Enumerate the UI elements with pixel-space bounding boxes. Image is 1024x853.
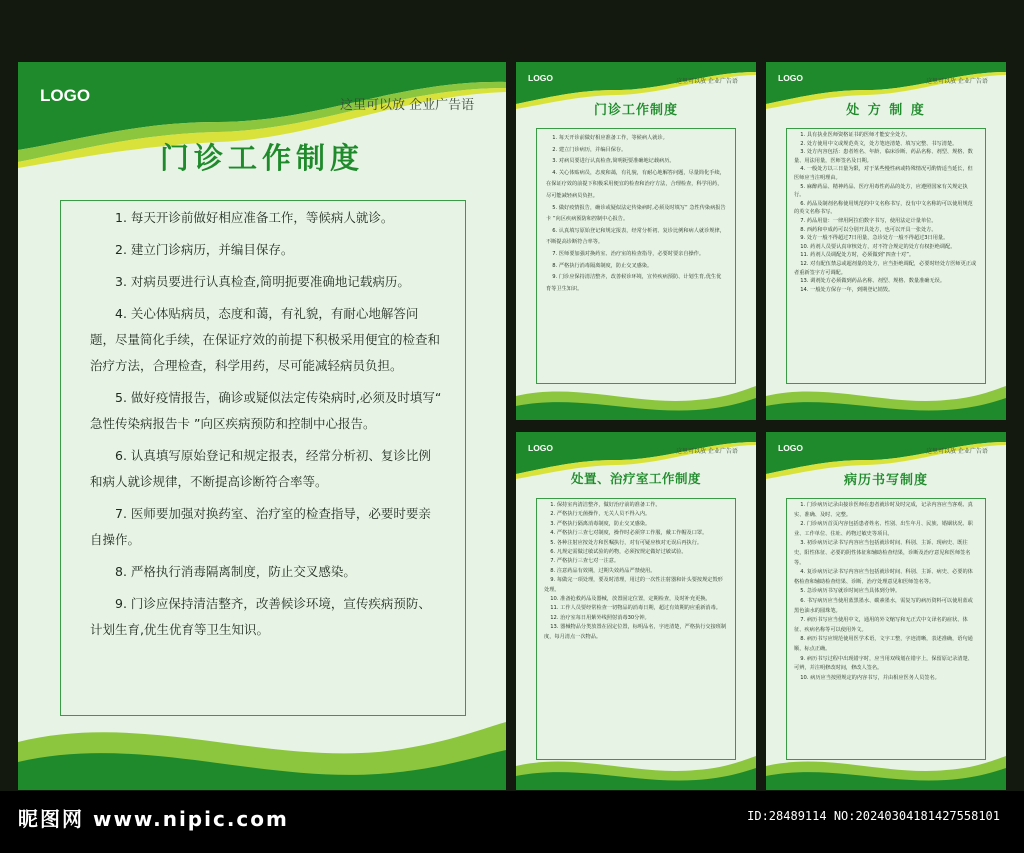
rule-item: 7. 严格执行三查七对一注意。 [550, 558, 620, 565]
rule-item: 10. 准备抢救药品及器械，放置固定位置，定期检查，及时补充更换。 [550, 596, 711, 603]
rule-item: 2. 严格执行无菌操作，无关人员不得入内。 [550, 511, 651, 518]
rule-item: 3. 对病员要进行认真检查,简明扼要准确地记载病历。 [552, 158, 675, 165]
rule-item: 6. 书写病历应当使用蓝黑墨水、碳素墨水，需复写的病历资料可以使用蓝或黑色油水的圆珠笔。 [794, 597, 973, 614]
logo: LOGO [40, 86, 91, 105]
rule-item: 9. 处方一般不得超过7日用量，急诊处方一般不得超过3日用量。 [800, 235, 949, 242]
rule-item: 11. 工作人员要经常检查一切物品的消毒日期，超过有效期的应重新消毒。 [550, 605, 721, 612]
rule-item: 6. 药品及制剂名称使用规范的中文名称书写，没有中文名称的可以使用规范的英文名称书写。 [794, 200, 973, 216]
rule-item: 12. 对有配伍禁忌或超剂量的处方，应当拒绝调配，必要时经处方医师更正或者重新签字方可调配。 [794, 260, 977, 276]
rule-item: 2. 处方使用中文或规范英文，处方笔迹清楚、填写完整、书写清楚。 [800, 140, 958, 147]
rule-item: 1. 每天开诊前做好相应准备工作，等候病人就诊。 [115, 210, 394, 225]
poster-clinic [516, 62, 756, 420]
rule-item: 12. 治疗室每日用紫外线照射消毒30分钟。 [550, 614, 650, 621]
rule-item: 1. 具有执业医师资格证书的医师才能安全处方。 [800, 132, 911, 138]
rule-item: 6. 凡规定需做过敏试验的药物，必须按规定做好过敏试验。 [550, 549, 687, 556]
rule-item: 5. 做好疫情报告，确诊或疑似法定传染病时,必须及时填写“ 急性传染病报告卡 ”向区疾病预防和控制中心报告。 [90, 390, 442, 431]
slogan: 这里可以放 企业广告语 [676, 448, 738, 455]
rules-list [546, 133, 726, 295]
rule-item: 5. 急诊病历书写就诊时间应当具体到分钟。 [800, 588, 901, 595]
poster-title: 处 方 制 度 [846, 103, 926, 118]
logo: LOGO [528, 443, 554, 453]
rule-item: 1. 保持室内清洁整齐，做好治疗前的准备工作。 [550, 502, 661, 508]
rule-item: 7. 医师要加强对换药室、治疗室的检查指导，必要时要亲自操作。 [552, 250, 705, 257]
site-watermark: 昵图网 www.nipic.com [18, 807, 289, 831]
rule-item: 8. 注意药品有效期，过期失效药品严禁使用。 [550, 567, 656, 574]
poster-treatment-room [516, 432, 756, 790]
rule-item: 11. 药剂人员调配处方时，必须做到“四查十对”。 [800, 252, 915, 259]
rule-item: 4. 复诊病历记录书写内容应当包括就诊时间、科别、主诉、病史、必要的体格检查和辅助检查结果、诊断、治疗处理意见和医师签名等。 [794, 569, 973, 585]
rule-item: 1. 每天开诊前做好相应准备工作，等候病人就诊。 [552, 135, 668, 141]
image-id-text: ID:28489114 NO:20240304181427558101 [747, 809, 1000, 823]
rule-item: 4. 一般处方以三日量为限，对于某些慢性病或特殊情况可酌情适当延长，但医师应当注明理由。 [794, 166, 973, 181]
rules-list [794, 501, 978, 683]
rule-item: 9. 门诊应保持清洁整齐，改善候诊环境，宣传疾病预防、计划生育,优生优育等卫生知识。 [546, 274, 722, 292]
rule-item: 9. 每做完一项处理，要及时清理，用过的一次性注射器和针头要按规定毁形处理。 [544, 577, 723, 593]
logo: LOGO [778, 73, 804, 83]
main-poster [18, 62, 506, 790]
poster-prescription [766, 62, 1006, 420]
rule-item: 9. 门诊应保持清洁整齐，改善候诊环境，宣传疾病预防、计划生育,优生优育等卫生知识。 [90, 596, 431, 637]
rule-item: 8. 病历书写应规范使用医学术语，文字工整，字迹清晰，表述准确，语句通顺，标点正确。 [794, 636, 973, 652]
poster-title: 病历书写制度 [843, 473, 928, 488]
logo: LOGO [528, 73, 554, 83]
rule-item: 6. 认真填写原始登记和规定报表，经常分析初、复诊比例和病人就诊规律，不断提高诊断符合率等。 [546, 227, 725, 246]
slogan: 这里可以放 企业广告语 [926, 78, 988, 85]
poster-title: 门诊工作制度 [159, 141, 364, 175]
rule-item: 3. 严格执行隔离消毒制度，防止交叉感染。 [550, 520, 651, 527]
slogan: 这里可以放 企业广告语 [926, 448, 988, 455]
rule-item: 8. 西药和中成药可以分别开具处方，也可以开具一张处方。 [800, 226, 937, 233]
rule-item: 7. 药品用量：一律用阿拉伯数字书写，使用法定计量单位。 [800, 217, 937, 224]
rule-item: 2. 门诊病历首页内容包括患者姓名、性别、出生年月、民族、婚姻状况、职业、工作单位、住址、药物过敏史等项目。 [794, 521, 973, 537]
rules-list [794, 131, 978, 294]
rule-item: 3. 处方内容包括：患者姓名、年龄、临床诊断、药品名称、剂型、规格、数量、用法用量，医师签名及日期。 [794, 149, 973, 164]
rule-item: 13. 调剂处方必须做到药品名称、剂型、规格、数量准确无误。 [800, 278, 946, 285]
rule-item: 10. 药剂人员要认真审核处方，对不符合规定的处方有权拒绝调配。 [800, 243, 956, 250]
rule-item: 13. 器械物品分类放置在固定位置，标明品名，字迹清楚，严格执行交接班制度，每月清点一次物品。 [544, 624, 727, 640]
logo: LOGO [778, 443, 804, 453]
rule-item: 8. 严格执行消毒隔离制度，防止交叉感染。 [552, 262, 653, 269]
rule-item: 4. 严格执行三查七对制度，操作时必须穿工作服，戴工作帽及口罩。 [550, 530, 708, 537]
rule-item: 6. 认真填写原始登记和规定报表，经常分析初、复诊比例和病人就诊规律，不断提高诊断符合率等。 [90, 448, 431, 489]
rule-item: 10. 病历应当按照规定的内容书写，并由相应医务人员签名。 [800, 674, 940, 681]
rule-item: 14. 一般处方保存一年，到期登记销毁。 [800, 286, 894, 293]
rule-item: 5. 各种注射应按处方和医嘱执行，对有可疑应核对无误后再执行。 [550, 539, 703, 546]
rule-item: 3. 初诊病历记录书写内容应当包括就诊时间、科别、主诉、现病史、既往史，阳性体征、必要的阴性体征和辅助检查结果，诊断及治疗意见和医师签名等。 [794, 540, 971, 566]
rule-item: 5. 做好疫情报告，确诊或疑似法定传染病时,必须及时填写“ 急性传染病报告卡 ”向区疾病预防和控制中心报告。 [546, 204, 726, 223]
rule-item: 2. 建立门诊病历，并编目保存。 [115, 242, 294, 257]
rule-item: 4. 关心体贴病员，态度和蔼，有礼貌，有耐心地解答问题，尽量简化手续，在保证疗效的前提下积极采用便宜的检查和治疗方法，合理检查，科学用药，尽可能减轻病员负担。 [90, 306, 441, 373]
rule-item: 1. 门诊病历记录由接诊医师在患者就诊时及时完成，记录内容应当客观、真实、准确、及时、完整。 [794, 502, 973, 518]
slogan: 这里可以放 企业广告语 [340, 98, 475, 113]
rule-item: 3. 对病员要进行认真检查,简明扼要准确地记载病历。 [115, 274, 410, 289]
rule-item: 2. 建立门诊病历，并编目保存。 [552, 146, 627, 153]
rules-list [90, 205, 442, 643]
rule-item: 4. 关心体贴病员，态度和蔼，有礼貌，有耐心地解答问题，尽量简化手续，在保证疗效的前提下积极采用便宜的检查和治疗方法，合理检查，科学用药，尽可能减轻病员负担。 [546, 169, 725, 199]
rule-item: 7. 医师要加强对换药室、治疗室的检查指导，必要时要亲自操作。 [90, 506, 431, 547]
poster-title: 门诊工作制度 [593, 103, 678, 118]
rule-item: 9. 病历书写过程中出现错字时，应当用双线划在错字上，保留原记录清楚、可辨，并注明修改时间，修改人签名。 [794, 655, 973, 672]
rules-list [544, 501, 728, 642]
watermark-bar [0, 791, 1024, 853]
rule-item: 5. 麻醉药品、精神药品、医疗用毒性药品的处方，应遵照国家有关规定执行。 [794, 183, 968, 199]
poster-medical-records [766, 432, 1006, 790]
rule-item: 8. 严格执行消毒隔离制度，防止交叉感染。 [115, 564, 356, 579]
slogan: 这里可以放 企业广告语 [676, 78, 738, 85]
poster-title: 处置、治疗室工作制度 [570, 471, 701, 486]
rule-item: 7. 病历书写应当使用中文，通用的外文缩写和无正式中文译名的症状、体征、疾病名称等可以使用外文。 [794, 617, 968, 633]
